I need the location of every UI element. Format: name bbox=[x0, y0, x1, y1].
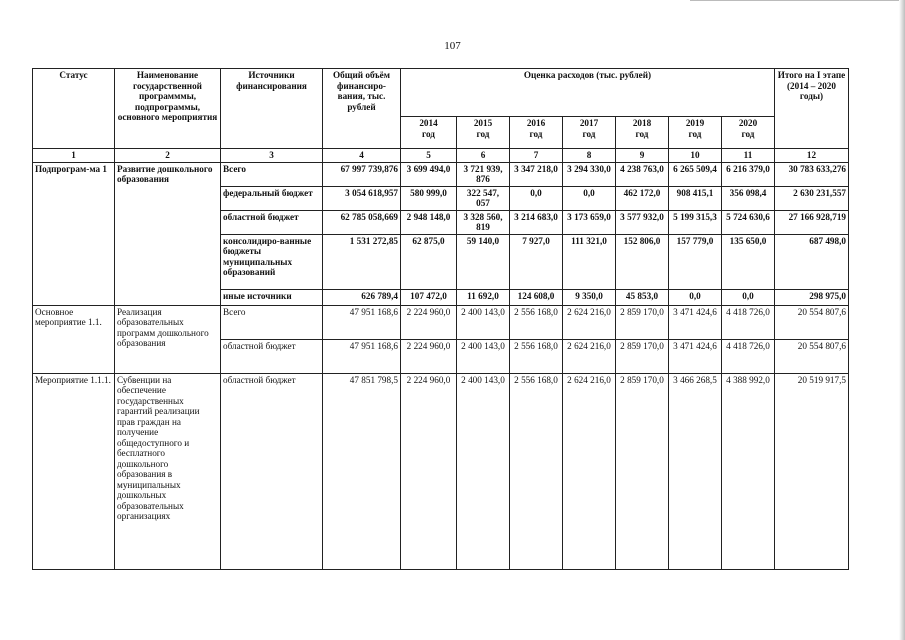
year-value-cell: 3 471 424,6 bbox=[669, 339, 722, 373]
program-name-cell: Субвенции на обеспечение государственных гарантий реализации прав граждан на получение общедоступного и бесплатного дошкольного образования в муниципальных дошкольных образовательных организациях bbox=[115, 373, 221, 569]
stage-total-cell: 27 166 928,719 bbox=[775, 210, 849, 234]
year-value-cell: 3 699 494,0 bbox=[401, 162, 457, 186]
column-number: 8 bbox=[563, 149, 616, 163]
stage-total-cell: 20 554 807,6 bbox=[775, 339, 849, 373]
year-value-cell: 9 350,0 bbox=[563, 289, 616, 305]
year-value-cell: 3 347 218,0 bbox=[510, 162, 563, 186]
year-value-cell: 5 724 630,6 bbox=[722, 210, 775, 234]
total-volume-cell: 626 789,4 bbox=[323, 289, 401, 305]
year-value-cell: 2 624 216,0 bbox=[563, 339, 616, 373]
total-volume-cell: 62 785 058,669 bbox=[323, 210, 401, 234]
funding-source-cell: областной бюджет bbox=[221, 339, 323, 373]
year-value-cell: 3 328 560, 819 bbox=[457, 210, 510, 234]
year-value-cell: 2 556 168,0 bbox=[510, 373, 563, 569]
year-value-cell: 2 224 960,0 bbox=[401, 339, 457, 373]
header-sources: Источники финансирования bbox=[221, 69, 323, 149]
year-value-cell: 7 927,0 bbox=[510, 234, 563, 289]
stage-total-cell: 687 498,0 bbox=[775, 234, 849, 289]
funding-source-cell: Всего bbox=[221, 305, 323, 339]
year-value-cell: 124 608,0 bbox=[510, 289, 563, 305]
year-value-cell: 0,0 bbox=[722, 289, 775, 305]
total-volume-cell: 1 531 272,85 bbox=[323, 234, 401, 289]
year-header: 2014 год bbox=[401, 117, 457, 149]
total-volume-cell: 3 054 618,957 bbox=[323, 186, 401, 210]
year-value-cell: 3 471 424,6 bbox=[669, 305, 722, 339]
year-value-cell: 4 418 726,0 bbox=[722, 305, 775, 339]
stage-total-cell: 298 975,0 bbox=[775, 289, 849, 305]
column-number: 3 bbox=[221, 149, 323, 163]
year-value-cell: 0,0 bbox=[563, 186, 616, 210]
year-value-cell: 2 948 148,0 bbox=[401, 210, 457, 234]
year-value-cell: 356 098,4 bbox=[722, 186, 775, 210]
year-value-cell: 59 140,0 bbox=[457, 234, 510, 289]
year-value-cell: 4 418 726,0 bbox=[722, 339, 775, 373]
budget-table bbox=[32, 68, 849, 570]
year-value-cell: 580 999,0 bbox=[401, 186, 457, 210]
column-number: 11 bbox=[722, 149, 775, 163]
column-number: 4 bbox=[323, 149, 401, 163]
status-cell: Подпрограм-ма 1 bbox=[33, 162, 115, 305]
scan-artifact-top bbox=[690, 0, 905, 4]
year-value-cell: 2 556 168,0 bbox=[510, 305, 563, 339]
year-header: 2018 год bbox=[616, 117, 669, 149]
year-header: 2017 год bbox=[563, 117, 616, 149]
header-stage-total: Итого на I этапе (2014 – 2020 годы) bbox=[775, 69, 849, 149]
total-volume-cell: 47 951 168,6 bbox=[323, 339, 401, 373]
program-name-cell: Развитие дошкольного образования bbox=[115, 162, 221, 305]
year-value-cell: 6 216 379,0 bbox=[722, 162, 775, 186]
header-total-volume: Общий объём финансиро-вания, тыс. рублей bbox=[323, 69, 401, 149]
total-volume-cell: 67 997 739,876 bbox=[323, 162, 401, 186]
funding-source-cell: Всего bbox=[221, 162, 323, 186]
year-value-cell: 3 466 268,5 bbox=[669, 373, 722, 569]
column-number: 5 bbox=[401, 149, 457, 163]
year-value-cell: 0,0 bbox=[669, 289, 722, 305]
year-value-cell: 45 853,0 bbox=[616, 289, 669, 305]
year-value-cell: 2 400 143,0 bbox=[457, 339, 510, 373]
column-number: 12 bbox=[775, 149, 849, 163]
year-value-cell: 152 806,0 bbox=[616, 234, 669, 289]
program-name-cell: Реализация образовательных программ дошкольного образования bbox=[115, 305, 221, 373]
year-value-cell: 3 721 939, 876 bbox=[457, 162, 510, 186]
year-value-cell: 135 650,0 bbox=[722, 234, 775, 289]
total-volume-cell: 47 851 798,5 bbox=[323, 373, 401, 569]
scan-artifact-edge bbox=[899, 0, 905, 640]
year-value-cell: 2 624 216,0 bbox=[563, 373, 616, 569]
year-value-cell: 2 224 960,0 bbox=[401, 373, 457, 569]
funding-source-cell: областной бюджет bbox=[221, 373, 323, 569]
table-row bbox=[33, 373, 849, 569]
column-number: 7 bbox=[510, 149, 563, 163]
column-number-row bbox=[33, 149, 849, 163]
column-number: 1 bbox=[33, 149, 115, 163]
year-header: 2019 год bbox=[669, 117, 722, 149]
year-value-cell: 2 859 170,0 bbox=[616, 339, 669, 373]
year-header: 2015 год bbox=[457, 117, 510, 149]
year-value-cell: 2 859 170,0 bbox=[616, 305, 669, 339]
header-name: Наименование государственной программмы, подпрограммы, основного мероприятия bbox=[115, 69, 221, 149]
funding-source-cell: областной бюджет bbox=[221, 210, 323, 234]
funding-source-cell: консолидиро-ванные бюджеты муниципальных образований bbox=[221, 234, 323, 289]
year-value-cell: 3 173 659,0 bbox=[563, 210, 616, 234]
stage-total-cell: 20 519 917,5 bbox=[775, 373, 849, 569]
column-number: 9 bbox=[616, 149, 669, 163]
column-number: 10 bbox=[669, 149, 722, 163]
year-value-cell: 157 779,0 bbox=[669, 234, 722, 289]
year-value-cell: 2 400 143,0 bbox=[457, 373, 510, 569]
year-value-cell: 3 214 683,0 bbox=[510, 210, 563, 234]
header-status: Статус bbox=[33, 69, 115, 149]
year-value-cell: 5 199 315,3 bbox=[669, 210, 722, 234]
column-number: 6 bbox=[457, 149, 510, 163]
year-value-cell: 2 224 960,0 bbox=[401, 305, 457, 339]
year-header: 2020 год bbox=[722, 117, 775, 149]
year-value-cell: 0,0 bbox=[510, 186, 563, 210]
year-value-cell: 3 294 330,0 bbox=[563, 162, 616, 186]
year-value-cell: 4 388 992,0 bbox=[722, 373, 775, 569]
funding-source-cell: федеральный бюджет bbox=[221, 186, 323, 210]
status-cell: Мероприятие 1.1.1. bbox=[33, 373, 115, 569]
year-value-cell: 6 265 509,4 bbox=[669, 162, 722, 186]
year-value-cell: 2 556 168,0 bbox=[510, 339, 563, 373]
year-value-cell: 107 472,0 bbox=[401, 289, 457, 305]
stage-total-cell: 20 554 807,6 bbox=[775, 305, 849, 339]
year-value-cell: 462 172,0 bbox=[616, 186, 669, 210]
year-value-cell: 2 400 143,0 bbox=[457, 305, 510, 339]
table-body bbox=[33, 162, 849, 569]
page-number: 107 bbox=[444, 40, 461, 52]
year-value-cell: 908 415,1 bbox=[669, 186, 722, 210]
column-number: 2 bbox=[115, 149, 221, 163]
year-value-cell: 2 624 216,0 bbox=[563, 305, 616, 339]
year-value-cell: 322 547, 057 bbox=[457, 186, 510, 210]
year-value-cell: 111 321,0 bbox=[563, 234, 616, 289]
funding-source-cell: иные источники bbox=[221, 289, 323, 305]
year-value-cell: 3 577 932,0 bbox=[616, 210, 669, 234]
year-header: 2016 год bbox=[510, 117, 563, 149]
stage-total-cell: 2 630 231,557 bbox=[775, 186, 849, 210]
total-volume-cell: 47 951 168,6 bbox=[323, 305, 401, 339]
year-value-cell: 4 238 763,0 bbox=[616, 162, 669, 186]
header-estimate: Оценка расходов (тыс. рублей) bbox=[401, 69, 775, 117]
status-cell: Основное мероприятие 1.1. bbox=[33, 305, 115, 373]
year-value-cell: 2 859 170,0 bbox=[616, 373, 669, 569]
table-row bbox=[33, 162, 849, 186]
table-row bbox=[33, 305, 849, 339]
year-value-cell: 11 692,0 bbox=[457, 289, 510, 305]
stage-total-cell: 30 783 633,276 bbox=[775, 162, 849, 186]
year-value-cell: 62 875,0 bbox=[401, 234, 457, 289]
